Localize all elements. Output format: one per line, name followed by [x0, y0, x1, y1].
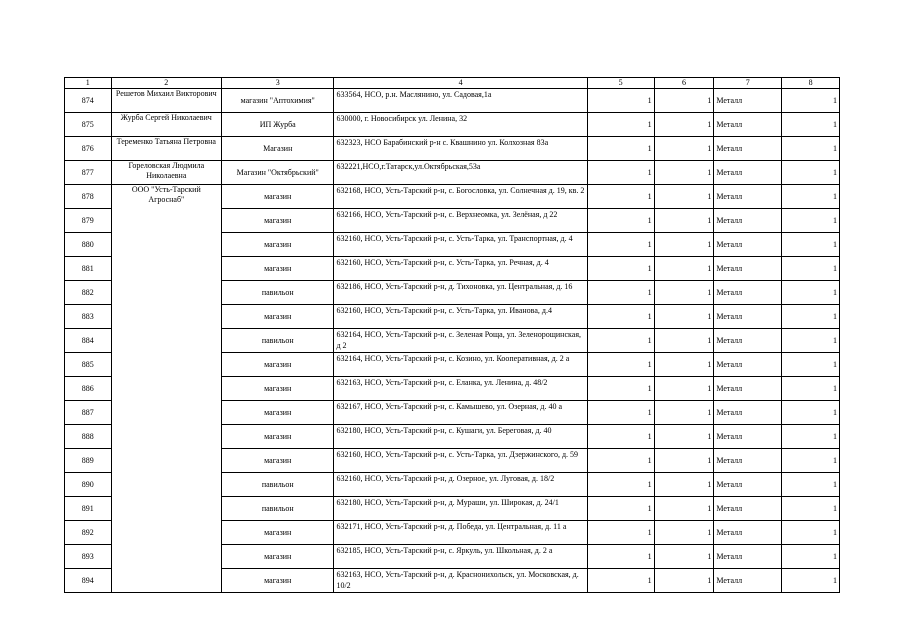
quantity-col8: 1 — [782, 185, 840, 209]
material: Металл — [714, 353, 782, 377]
object-type: Магазин — [222, 137, 334, 161]
quantity-col5: 1 — [587, 137, 654, 161]
object-type: магазин — [222, 425, 334, 449]
quantity-col5: 1 — [587, 305, 654, 329]
quantity-col6: 1 — [654, 137, 714, 161]
quantity-col8: 1 — [782, 425, 840, 449]
address: 632160, НСО, Усть-Тарский р-н, д. Озерное, ул. Луговая, д. 18/2 — [334, 473, 587, 497]
row-number: 882 — [65, 281, 112, 305]
row-number: 891 — [65, 497, 112, 521]
object-type: магазин — [222, 257, 334, 281]
row-number: 876 — [65, 137, 112, 161]
row-number: 894 — [65, 569, 112, 593]
quantity-col5: 1 — [587, 497, 654, 521]
address: 632323, НСО Барабинский р-н с. Квашнино ул. Колхозная 83а — [334, 137, 587, 161]
object-type: павильон — [222, 497, 334, 521]
quantity-col5: 1 — [587, 89, 654, 113]
quantity-col5: 1 — [587, 281, 654, 305]
address: 632164, НСО, Усть-Тарский р-н, с. Козино, ул. Кооперативная, д. 2 а — [334, 353, 587, 377]
address: 632180, НСО, Усть-Тарский р-н, с. Кушаги, ул. Береговая, д. 40 — [334, 425, 587, 449]
material: Металл — [714, 401, 782, 425]
registry-table — [64, 77, 840, 593]
row-number: 883 — [65, 305, 112, 329]
quantity-col6: 1 — [654, 401, 714, 425]
quantity-col6: 1 — [654, 473, 714, 497]
material: Металл — [714, 305, 782, 329]
address: 632160, НСО, Усть-Тарский р-н, с. Усть-Тарка, ул. Иванова, д.4 — [334, 305, 587, 329]
row-number: 879 — [65, 209, 112, 233]
row-number: 893 — [65, 545, 112, 569]
object-type: магазин — [222, 521, 334, 545]
address: 632180, НСО, Усть-Тарский р-н, д. Мураши, ул. Широкая, д. 24/1 — [334, 497, 587, 521]
quantity-col6: 1 — [654, 89, 714, 113]
address: 630000, г. Новосибирск ул. Ленина, 32 — [334, 113, 587, 137]
quantity-col5: 1 — [587, 233, 654, 257]
owner-name: Решетов Михаил Викторович — [111, 89, 221, 113]
quantity-col6: 1 — [654, 329, 714, 353]
column-header: 5 — [587, 78, 654, 89]
object-type: павильон — [222, 473, 334, 497]
material: Металл — [714, 113, 782, 137]
quantity-col5: 1 — [587, 425, 654, 449]
object-type: магазин — [222, 449, 334, 473]
table-row — [65, 113, 840, 137]
address: 632185, НСО, Усть-Тарский р-н, с. Яркуль, ул. Школьная, д. 2 а — [334, 545, 587, 569]
header-row — [65, 78, 840, 89]
address: 633564, НСО, р.н. Маслянино, ул. Садовая,1а — [334, 89, 587, 113]
material: Металл — [714, 185, 782, 209]
material: Металл — [714, 233, 782, 257]
quantity-col6: 1 — [654, 425, 714, 449]
quantity-col5: 1 — [587, 377, 654, 401]
quantity-col5: 1 — [587, 401, 654, 425]
row-number: 880 — [65, 233, 112, 257]
address: 632167, НСО, Усть-Тарский р-н, с. Камышево, ул. Озерная, д. 40 а — [334, 401, 587, 425]
quantity-col5: 1 — [587, 521, 654, 545]
row-number: 884 — [65, 329, 112, 353]
quantity-col8: 1 — [782, 545, 840, 569]
quantity-col8: 1 — [782, 473, 840, 497]
quantity-col5: 1 — [587, 353, 654, 377]
quantity-col6: 1 — [654, 281, 714, 305]
object-type: магазин — [222, 185, 334, 209]
material: Металл — [714, 377, 782, 401]
row-number: 888 — [65, 425, 112, 449]
object-type: павильон — [222, 281, 334, 305]
quantity-col8: 1 — [782, 329, 840, 353]
quantity-col6: 1 — [654, 305, 714, 329]
row-number: 885 — [65, 353, 112, 377]
quantity-col5: 1 — [587, 449, 654, 473]
row-number: 878 — [65, 185, 112, 209]
row-number: 877 — [65, 161, 112, 185]
quantity-col8: 1 — [782, 257, 840, 281]
quantity-col8: 1 — [782, 521, 840, 545]
row-number: 892 — [65, 521, 112, 545]
object-type: магазин — [222, 569, 334, 593]
quantity-col6: 1 — [654, 233, 714, 257]
address: 632166, НСО, Усть-Тарский р-н, с. Верхнеомка, ул. Зелёная, д 22 — [334, 209, 587, 233]
material: Металл — [714, 137, 782, 161]
quantity-col5: 1 — [587, 329, 654, 353]
address: 632160, НСО, Усть-Тарский р-н, с. Усть-Тарка, ул. Дзержинского, д. 59 — [334, 449, 587, 473]
row-number: 886 — [65, 377, 112, 401]
quantity-col6: 1 — [654, 257, 714, 281]
object-type: магазин — [222, 233, 334, 257]
table-row — [65, 89, 840, 113]
object-type: ИП Журба — [222, 113, 334, 137]
quantity-col8: 1 — [782, 233, 840, 257]
object-type: магазин — [222, 305, 334, 329]
material: Металл — [714, 257, 782, 281]
material: Металл — [714, 473, 782, 497]
column-header: 6 — [654, 78, 714, 89]
material: Металл — [714, 209, 782, 233]
quantity-col5: 1 — [587, 185, 654, 209]
object-type: магазин — [222, 545, 334, 569]
quantity-col8: 1 — [782, 113, 840, 137]
column-header: 4 — [334, 78, 587, 89]
material: Металл — [714, 449, 782, 473]
address: 632163, НСО, Усть-Тарский р-н, д. Краснонихольск, ул. Московская, д. 10/2 — [334, 569, 587, 593]
object-type: магазин — [222, 377, 334, 401]
quantity-col8: 1 — [782, 401, 840, 425]
column-header: 8 — [782, 78, 840, 89]
column-header: 3 — [222, 78, 334, 89]
object-type: магазин "Аптохимия" — [222, 89, 334, 113]
quantity-col8: 1 — [782, 161, 840, 185]
quantity-col8: 1 — [782, 89, 840, 113]
quantity-col5: 1 — [587, 473, 654, 497]
object-type: магазин — [222, 209, 334, 233]
table-row — [65, 137, 840, 161]
material: Металл — [714, 161, 782, 185]
row-number: 875 — [65, 113, 112, 137]
material: Металл — [714, 329, 782, 353]
object-type: Магазин "Октябрьский" — [222, 161, 334, 185]
quantity-col6: 1 — [654, 569, 714, 593]
quantity-col5: 1 — [587, 257, 654, 281]
row-number: 881 — [65, 257, 112, 281]
owner-name: Журба Сергей Николаевич — [111, 113, 221, 137]
quantity-col8: 1 — [782, 377, 840, 401]
quantity-col6: 1 — [654, 209, 714, 233]
material: Металл — [714, 281, 782, 305]
quantity-col8: 1 — [782, 281, 840, 305]
quantity-col6: 1 — [654, 161, 714, 185]
quantity-col8: 1 — [782, 305, 840, 329]
owner-name: Гореловская Людмила Николаевна — [111, 161, 221, 185]
quantity-col5: 1 — [587, 545, 654, 569]
address: 632160, НСО, Усть-Тарский р-н, с. Усть-Тарка, ул. Речная, д. 4 — [334, 257, 587, 281]
object-type: магазин — [222, 353, 334, 377]
quantity-col6: 1 — [654, 353, 714, 377]
material: Металл — [714, 521, 782, 545]
column-header: 7 — [714, 78, 782, 89]
quantity-col8: 1 — [782, 449, 840, 473]
address: 632221,НСО,г.Татарск,ул.Октябрьская,53а — [334, 161, 587, 185]
quantity-col8: 1 — [782, 209, 840, 233]
quantity-col8: 1 — [782, 497, 840, 521]
address: 632164, НСО, Усть-Тарский р-н, с. Зеленая Роща, ул. Зеленорощинская, д 2 — [334, 329, 587, 353]
quantity-col6: 1 — [654, 185, 714, 209]
owner-name: ООО "Усть-Тарский Агроснаб" — [111, 185, 221, 593]
column-header: 2 — [111, 78, 221, 89]
row-number: 874 — [65, 89, 112, 113]
table-row — [65, 185, 840, 209]
material: Металл — [714, 89, 782, 113]
quantity-col6: 1 — [654, 377, 714, 401]
owner-name: Теременко Татьяна Петровна — [111, 137, 221, 161]
object-type: павильон — [222, 329, 334, 353]
address: 632171, НСО, Усть-Тарский р-н, д. Победа, ул. Центральная, д. 11 а — [334, 521, 587, 545]
quantity-col6: 1 — [654, 545, 714, 569]
row-number: 887 — [65, 401, 112, 425]
address: 632168, НСО, Усть-Тарский р-н, с. Богословка, ул. Солнечная д. 19, кв. 2 — [334, 185, 587, 209]
quantity-col6: 1 — [654, 497, 714, 521]
table-row — [65, 161, 840, 185]
quantity-col8: 1 — [782, 137, 840, 161]
row-number: 890 — [65, 473, 112, 497]
quantity-col8: 1 — [782, 353, 840, 377]
quantity-col5: 1 — [587, 161, 654, 185]
object-type: магазин — [222, 401, 334, 425]
quantity-col6: 1 — [654, 521, 714, 545]
quantity-col6: 1 — [654, 449, 714, 473]
material: Металл — [714, 497, 782, 521]
row-number: 889 — [65, 449, 112, 473]
address: 632163, НСО, Усть-Тарский р-н, с. Еланка, ул. Ленина, д. 48/2 — [334, 377, 587, 401]
address: 632160, НСО, Усть-Тарский р-н, с. Усть-Тарка, ул. Транспортная, д. 4 — [334, 233, 587, 257]
address: 632186, НСО, Усть-Тарский р-н, д. Тихоновка, ул. Центральная, д. 16 — [334, 281, 587, 305]
quantity-col8: 1 — [782, 569, 840, 593]
quantity-col5: 1 — [587, 209, 654, 233]
material: Металл — [714, 569, 782, 593]
material: Металл — [714, 545, 782, 569]
table-body — [65, 78, 840, 593]
quantity-col6: 1 — [654, 113, 714, 137]
column-header: 1 — [65, 78, 112, 89]
quantity-col5: 1 — [587, 113, 654, 137]
material: Металл — [714, 425, 782, 449]
quantity-col5: 1 — [587, 569, 654, 593]
